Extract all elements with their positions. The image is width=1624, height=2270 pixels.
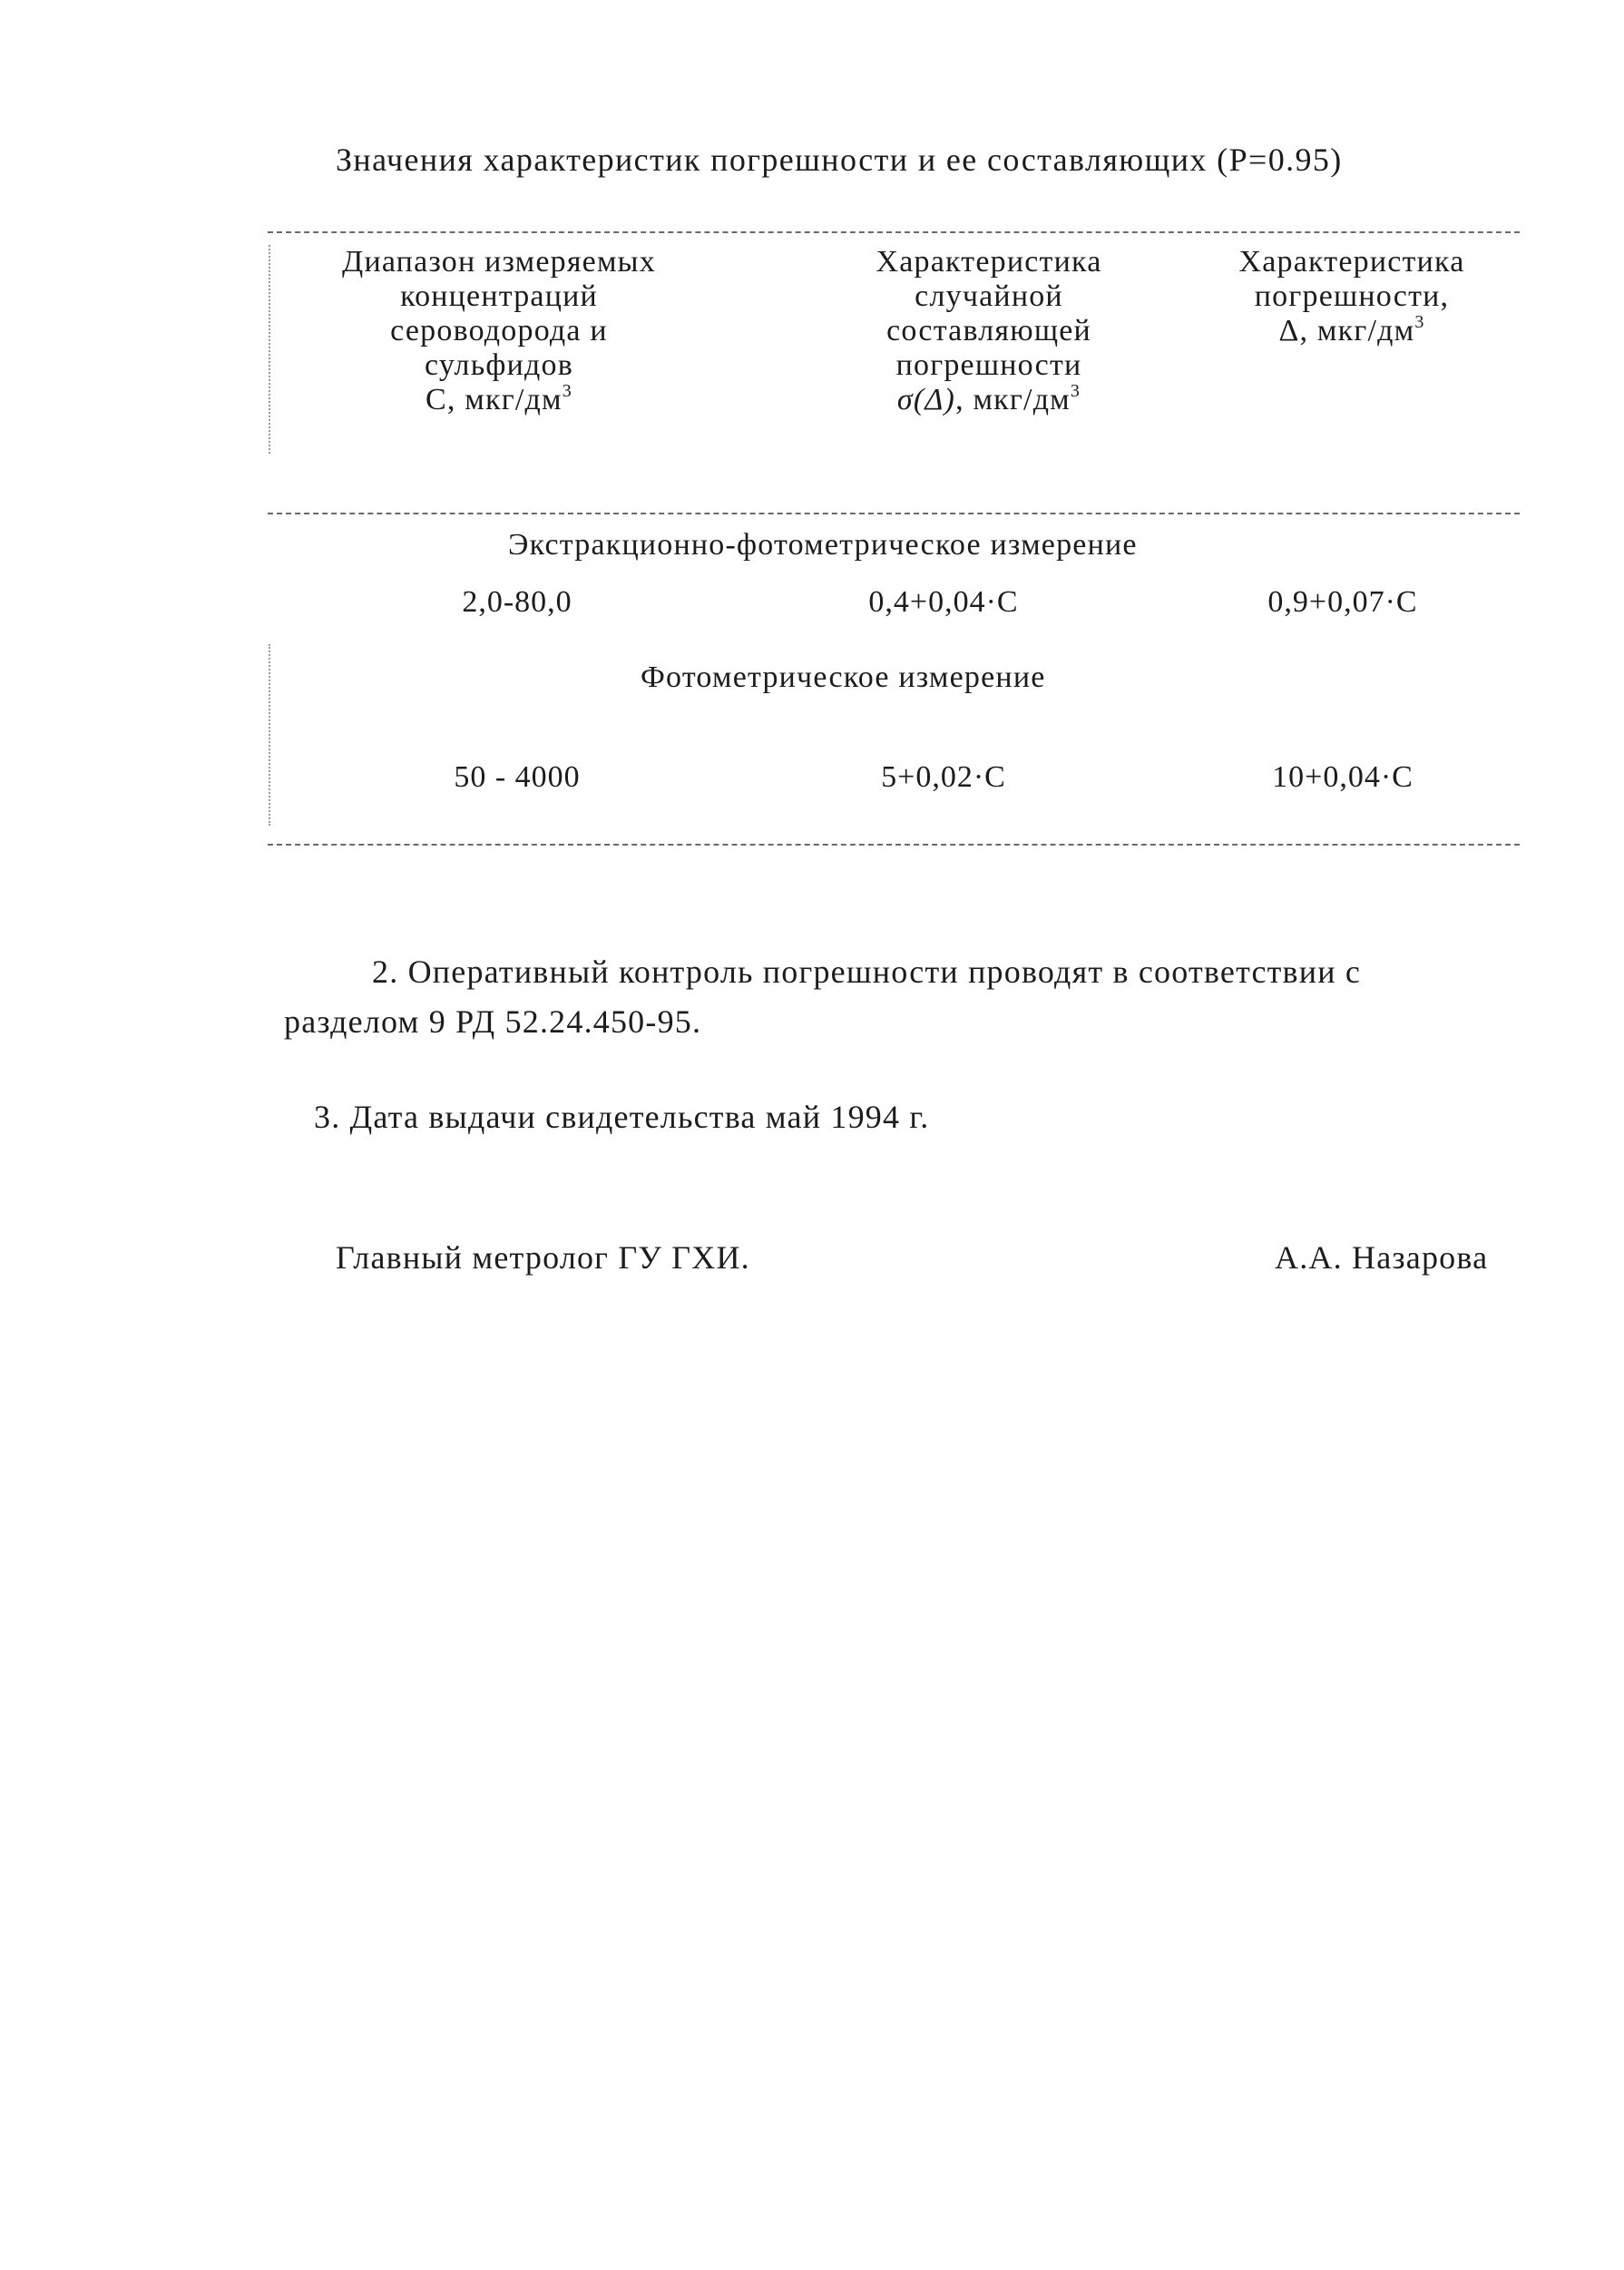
header-range-line-2: концентраций [400, 279, 598, 313]
header-range-unit [290, 383, 708, 417]
header-random-line-4: погрешности [895, 348, 1082, 382]
header-random-line-1: Характеристика [876, 245, 1102, 279]
table-caption: Значения характеристик погрешности и ее составляющих (P=0.95) [336, 142, 1343, 178]
header-range-unit-text: C, мкг/дм [426, 383, 563, 416]
header-range [290, 245, 708, 417]
paragraph-2-line-1: 2. Оперативный контроль погрешности проводят в соответствии с [372, 954, 1362, 990]
section-title-extraction: Экстракционно-фотометрическое измерение [508, 528, 1138, 562]
section-title-photometric: Фотометрическое измерение [641, 660, 1046, 694]
table-header-rule [268, 513, 1520, 514]
cell-random-photometric: 5+0,02·C [881, 760, 1006, 794]
header-range-line-1: Диапазон измеряемых [342, 245, 656, 279]
signature-position: Главный метролог ГУ ГХИ. [336, 1239, 750, 1276]
header-total-error [1179, 245, 1524, 348]
header-random-line-3: составляющей [886, 314, 1091, 347]
header-random-unit [780, 383, 1198, 417]
header-total-unit-text: Δ, мкг/дм [1278, 314, 1415, 347]
header-range-line-3: сероводорода и [390, 314, 608, 347]
table-top-rule [268, 231, 1520, 233]
paragraph-3: 3. Дата выдачи свидетельства май 1994 г. [314, 1099, 930, 1135]
cell-total-extraction: 0,9+0,07·C [1267, 585, 1418, 619]
header-total-unit-sup: 3 [1414, 312, 1425, 332]
header-total-unit [1179, 314, 1524, 348]
cell-range-photometric: 50 - 4000 [454, 760, 581, 794]
table-left-edge-lower [269, 644, 270, 826]
header-total-line-2: погрешности, [1254, 279, 1450, 313]
header-random-sigma: σ(Δ) [896, 383, 956, 416]
table-bottom-rule [268, 844, 1520, 846]
header-random-line-2: случайной [915, 279, 1063, 313]
cell-random-extraction: 0,4+0,04·C [868, 585, 1019, 619]
signature-name: А.А. Назарова [1275, 1239, 1489, 1276]
header-random-unit-text: , мкг/дм [955, 383, 1071, 416]
header-random-error [780, 245, 1198, 417]
header-random-unit-sup: 3 [1070, 381, 1081, 401]
header-total-line-1: Характеристика [1238, 245, 1465, 279]
paragraph-2-line-2: разделом 9 РД 52.24.450-95. [284, 1003, 702, 1040]
cell-range-extraction: 2,0-80,0 [462, 585, 572, 619]
table-left-edge-upper [269, 245, 270, 454]
header-range-line-4: сульфидов [425, 348, 573, 382]
cell-total-photometric: 10+0,04·C [1272, 760, 1414, 794]
header-range-unit-sup: 3 [562, 381, 572, 401]
